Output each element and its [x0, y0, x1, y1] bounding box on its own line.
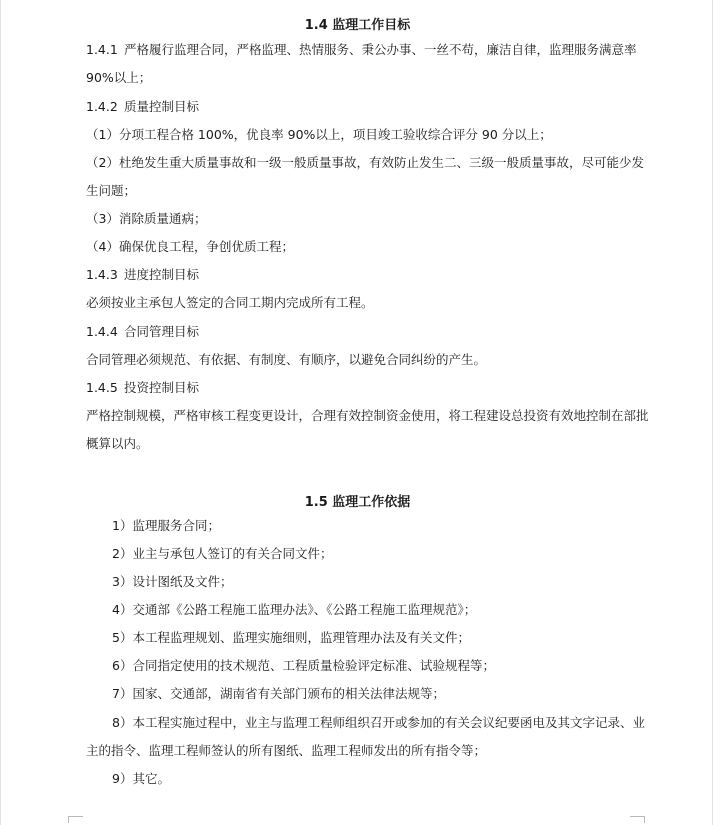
- section-1-5-title: 1.5 监理工作依据: [304, 495, 411, 510]
- item-1-4-4: [86, 323, 199, 341]
- item-1-4-1: [86, 41, 637, 59]
- investment-goal-text-continued: 概算以内。: [86, 436, 149, 451]
- page-corner-marker-right: [630, 816, 645, 823]
- basis-item-7: 7）国家、交通部，湖南省有关部门颁布的相关法律法规等；: [112, 686, 445, 701]
- quality-goal-2: （2）杜绝发生重大质量事故和一级一般质量事故，有效防止发生二、三级一般质量事故，尽可能少发: [86, 155, 644, 170]
- investment-goal-text: 严格控制规模，严格审核工程变更设计，合理有效控制资金使用，将工程建设总投资有效地控制在部批: [86, 408, 649, 423]
- item-1-4-2: [86, 98, 199, 116]
- basis-item-2: 2）业主与承包人签订的有关合同文件；: [112, 546, 333, 561]
- page-corner-marker-left: [68, 816, 83, 823]
- item-number: 1.4.1: [86, 42, 118, 57]
- item-text: 合同管理目标: [124, 324, 200, 339]
- item-number: 1.4.3: [86, 267, 118, 282]
- item-number: 1.4.4: [86, 324, 118, 339]
- basis-item-1: 1）监理服务合同；: [112, 518, 220, 533]
- quality-goal-2-continued: 生问题；: [86, 183, 137, 198]
- page-left-edge: [0, 0, 1, 825]
- item-text: 质量控制目标: [124, 99, 200, 114]
- item-text: 严格履行监理合同，严格监理、热情服务、秉公办事、一丝不苟，廉洁自律，监理服务满意率: [124, 42, 637, 57]
- basis-item-6: 6）合同指定使用的技术规范、工程质量检验评定标准、试验规程等；: [112, 658, 495, 673]
- item-number: 1.4.5: [86, 380, 118, 395]
- quality-goal-3: （3）消除质量通病；: [86, 211, 207, 226]
- progress-goal-text: 必须按业主承包人签定的合同工期内完成所有工程。: [86, 295, 374, 310]
- item-text: 投资控制目标: [124, 380, 200, 395]
- section-1-4-title: 1.4 监理工作目标: [304, 18, 411, 33]
- quality-goal-4: （4）确保优良工程，争创优质工程；: [86, 239, 294, 254]
- basis-item-8: 8）本工程实施过程中，业主与监理工程师组织召开或参加的有关会议纪要函电及其文字记录、业: [112, 715, 645, 730]
- basis-item-8-continued: 主的指令、监理工程师签认的所有图纸、监理工程师发出的所有指令等；: [86, 743, 487, 758]
- page-right-edge: [712, 0, 713, 825]
- basis-item-4: 4）交通部《公路工程施工监理办法》、《公路工程施工监理规范》；: [112, 602, 477, 617]
- quality-goal-1: （1）分项工程合格 100%，优良率 90%以上，项目竣工验收综合评分 90 分以上；: [86, 127, 552, 142]
- basis-item-3: 3）设计图纸及文件；: [112, 574, 233, 589]
- item-text: 进度控制目标: [124, 267, 200, 282]
- item-1-4-3: [86, 266, 199, 284]
- item-1-4-5: [86, 379, 199, 397]
- contract-goal-text: 合同管理必须规范、有依据、有制度、有顺序，以避免合同纠纷的产生。: [86, 352, 487, 367]
- basis-item-5: 5）本工程监理规划、监理实施细则，监理管理办法及有关文件；: [112, 630, 470, 645]
- item-number: 1.4.2: [86, 99, 118, 114]
- basis-item-9: 9）其它。: [112, 771, 170, 786]
- item-1-4-1-continued: 90%以上；: [86, 70, 152, 85]
